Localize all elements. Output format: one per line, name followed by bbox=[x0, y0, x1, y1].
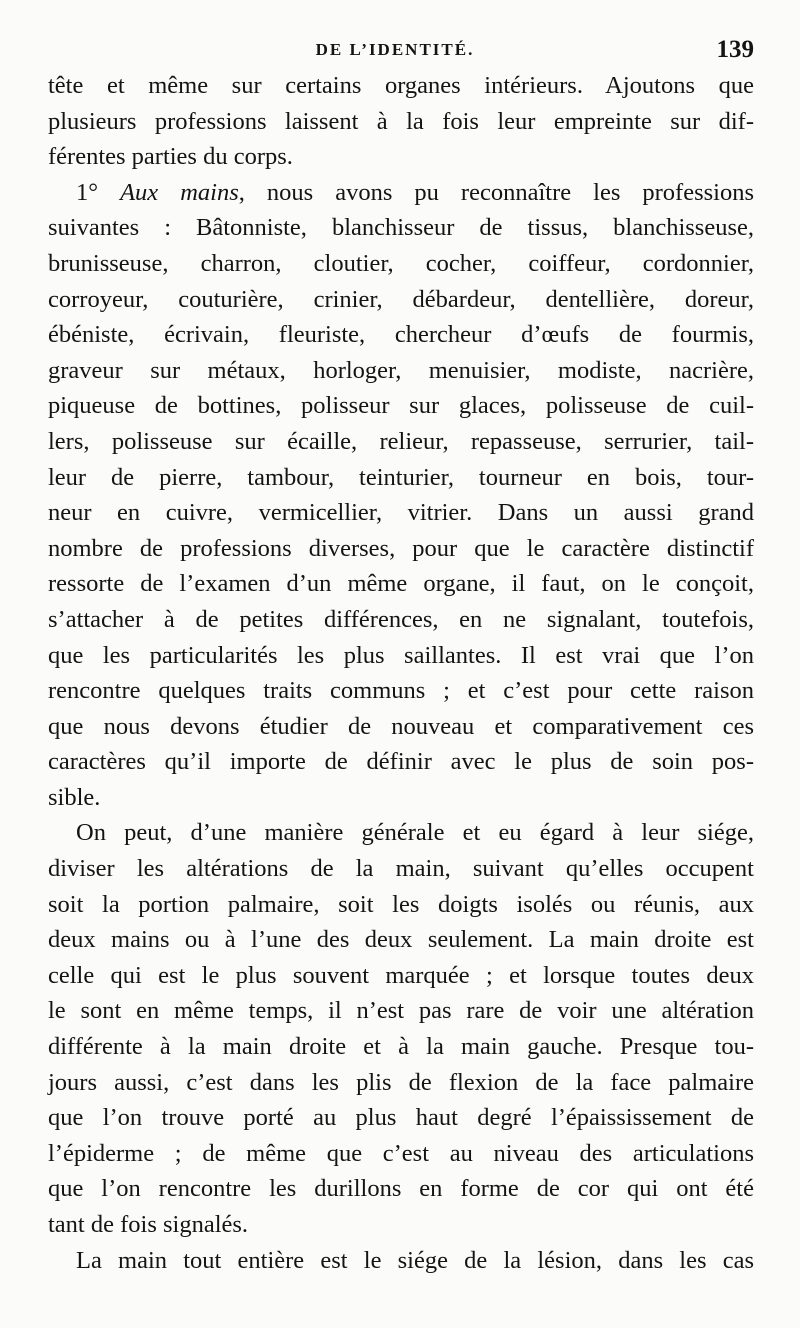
text-line: La main tout entière est le siége de la lésion, dans les cas bbox=[76, 1246, 754, 1274]
text-line: le sont en même temps, il n’est pas rare de voir une altération bbox=[48, 997, 754, 1025]
text-line: brunisseuse, charron, cloutier, cocher, coiffeur, cordonnier, bbox=[48, 249, 754, 277]
running-head bbox=[36, 30, 754, 70]
body-text bbox=[48, 68, 754, 1278]
text-line: rencontre quelques traits communs ; et c’est pour cette raison bbox=[48, 677, 754, 705]
text-line: que l’on rencontre les durillons en forme de cor qui ont été bbox=[48, 1175, 754, 1203]
text-line: neur en cuivre, vermicellier, vitrier. Dans un aussi grand bbox=[48, 499, 754, 527]
text-line: corroyeur, couturière, crinier, débardeur, dentellière, doreur, bbox=[48, 285, 754, 313]
text-line: nombre de professions diverses, pour que le caractère distinctif bbox=[48, 534, 754, 562]
text-line: tant de fois signalés. bbox=[48, 1211, 249, 1238]
text-line: celle qui est le plus souvent marquée ; et lorsque toutes deux bbox=[48, 961, 754, 989]
text-line: ébéniste, écrivain, fleuriste, chercheur d’œufs de fourmis, bbox=[48, 321, 754, 349]
text-line: différente à la main droite et à la main gauche. Presque tou- bbox=[48, 1033, 754, 1061]
paragraph-lead-line bbox=[48, 175, 754, 211]
text-line: que nous devons étudier de nouveau et comparativement ces bbox=[48, 712, 754, 740]
text-line: l’épiderme ; de même que c’est au niveau des articulations bbox=[48, 1139, 754, 1167]
text-line: jours aussi, c’est dans les plis de flexion de la face palmaire bbox=[48, 1068, 754, 1096]
text-line: férentes parties du corps. bbox=[48, 143, 293, 171]
text-line: lers, polisseuse sur écaille, relieur, repasseuse, serrurier, tail- bbox=[48, 427, 754, 455]
text-line: piqueuse de bottines, polisseur sur glaces, polisseuse de cuil- bbox=[48, 392, 754, 420]
running-title: DE L’IDENTITÉ. bbox=[315, 40, 475, 59]
text-line: soit la portion palmaire, soit les doigts isolés ou réunis, aux bbox=[48, 890, 754, 918]
text-line: tête et même sur certains organes intérieurs. Ajoutons que bbox=[48, 72, 754, 99]
text-line: ressorte de l’examen d’un même organe, il faut, on le conçoit, bbox=[48, 570, 754, 598]
text-line: suivantes : Bâtonniste, blanchisseur de tissus, blanchisseuse, bbox=[48, 214, 754, 242]
text-line: plusieurs professions laissent à la fois leur empreinte sur dif- bbox=[48, 107, 754, 135]
text-line: que les particularités les plus saillantes. Il est vrai que l’on bbox=[48, 641, 754, 669]
text-line: s’attacher à de petites différences, en ne signalant, toutefois, bbox=[48, 605, 754, 633]
text-line: sible. bbox=[48, 783, 101, 811]
text-line: graveur sur métaux, horloger, menuisier, modiste, nacrière, bbox=[48, 356, 754, 384]
page-number: 139 bbox=[716, 36, 754, 63]
text-line: deux mains ou à l’une des deux seulement. La main droite est bbox=[48, 926, 754, 954]
section-heading-italic: Aux mains bbox=[120, 178, 239, 206]
text-line-continuation: , nous avons pu reconnaître les professions bbox=[238, 178, 754, 206]
text-line: diviser les altérations de la main, suivant qu’elles occupent bbox=[48, 855, 754, 883]
text-line: caractères qu’il importe de définir avec le plus de soin pos- bbox=[48, 748, 754, 776]
text-line: On peut, d’une manière générale et eu égard à leur siége, bbox=[76, 819, 754, 847]
section-number: 1° bbox=[76, 178, 99, 206]
text-line: leur de pierre, tambour, teinturier, tourneur en bois, tour- bbox=[48, 463, 754, 491]
text-line: que l’on trouve porté au plus haut degré l’épaississement de bbox=[48, 1104, 754, 1132]
